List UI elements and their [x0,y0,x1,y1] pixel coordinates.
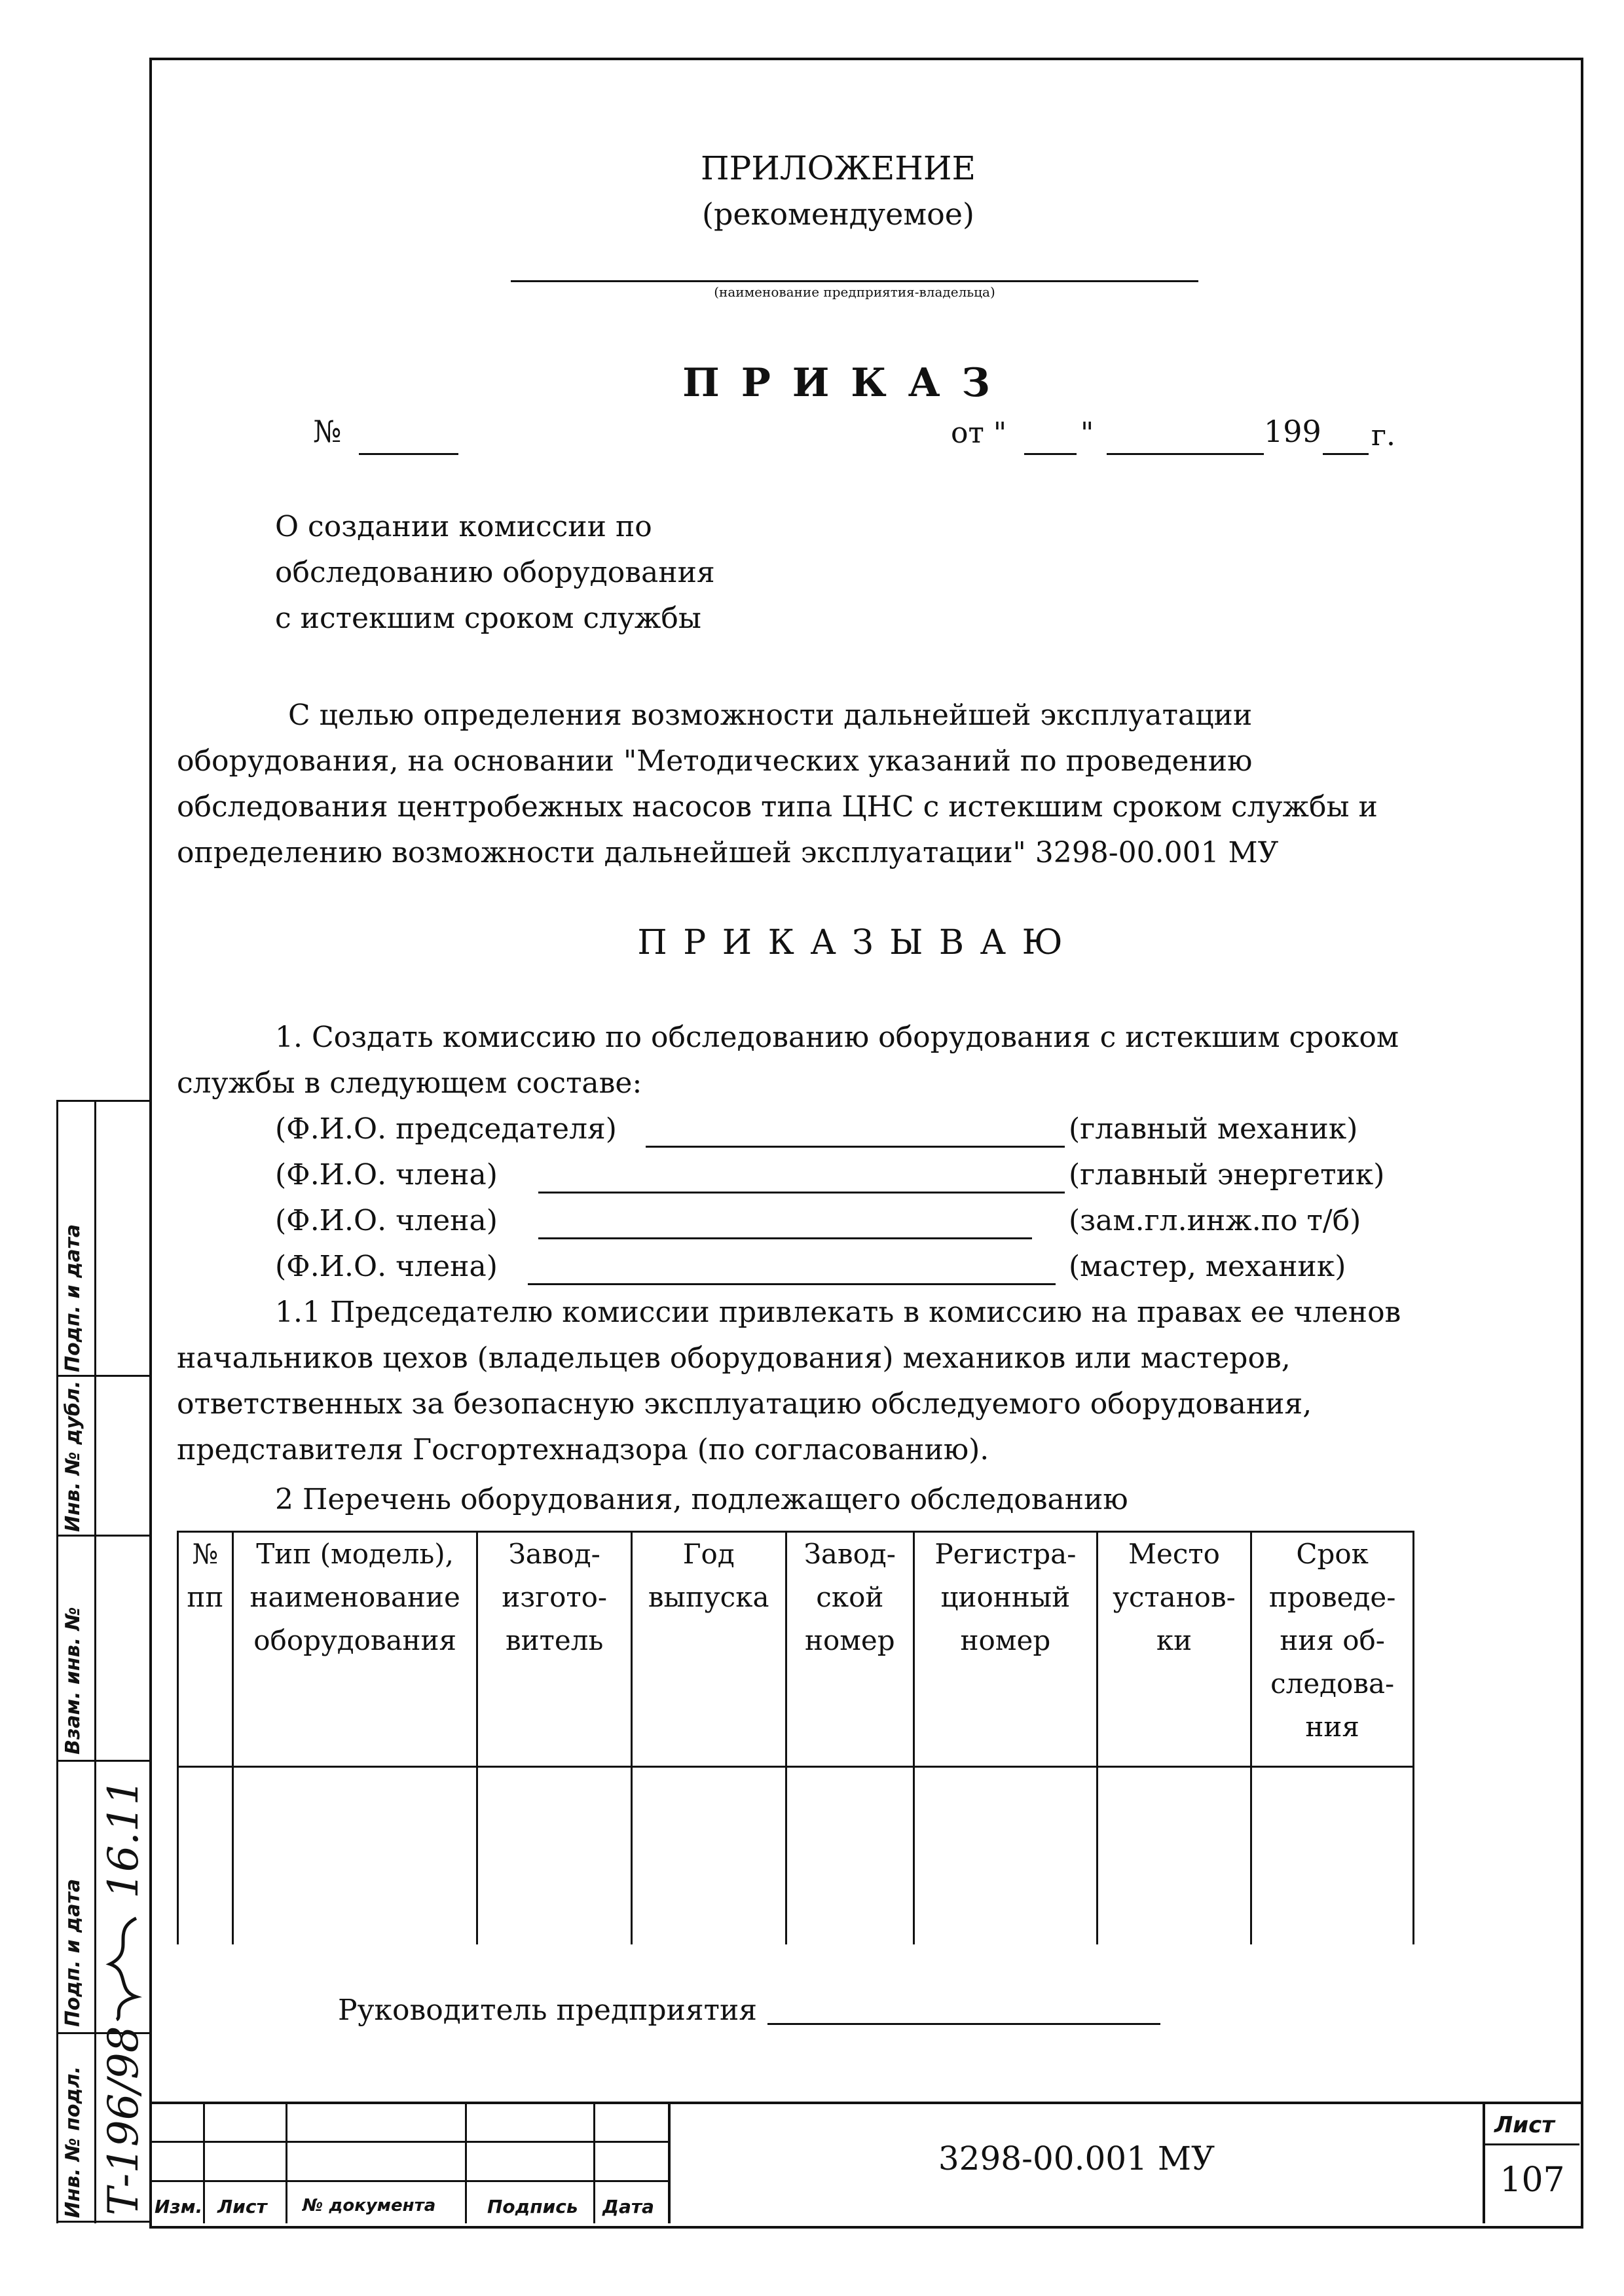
item-1-1-line: представителя Госгортехнадзора (по согласованию). [177,1433,989,1467]
title-block-row-line [1483,2143,1579,2145]
order-number-line [359,453,458,455]
owner-name-line [511,280,1198,282]
signature-line [767,2023,1160,2025]
equipment-table [177,1531,1414,1944]
subject-line: с истекшим сроком службы [275,602,701,635]
date-year-line [1323,453,1369,455]
side-label-replace-inv: Взам. инв. № [62,1607,84,1755]
order-title: П Р И К А З [682,360,994,406]
member-role: (зам.гл.инж.по т/б) [1069,1204,1361,1237]
header-cell: Завод- ской номер [786,1532,914,1767]
order-number-label: № [313,414,342,449]
side-label-sign-date: Подп. и дата [62,1224,84,1372]
date-quote-close: " [1080,416,1094,450]
side-stamp-row-line [56,2221,149,2223]
title-block-top-border [149,2102,1581,2104]
member-line [528,1283,1056,1285]
side-stamp-border [56,1100,58,2223]
subject-line: обследованию оборудования [275,556,715,589]
table-cell [914,1767,1098,1945]
item-1-1-line: ответственных за безопасную эксплуатацию обследуемого оборудования, [177,1387,1312,1421]
member-role: (главный энергетик) [1069,1158,1385,1192]
member-role: (мастер, механик) [1069,1250,1346,1283]
item-1-line: 1. Создать комиссию по обследованию оборудования с истекшим сроком [275,1021,1399,1054]
header-cell: Завод- изгото- витель [477,1532,631,1767]
title-block-col-line [593,2102,595,2223]
header-cell: Год выпуска [631,1532,786,1767]
title-block-col-line [286,2102,287,2223]
stamp-col-label: Изм. [155,2196,203,2217]
preamble-line: определению возможности дальнейшей эксплуатации" 3298-00.001 МУ [177,836,1279,869]
header-cell: Срок проведе- ния об- следова- ния [1251,1532,1414,1767]
title-block-col-line [465,2102,467,2223]
appendix-heading: ПРИЛОЖЕНИЕ [701,149,976,187]
date-day-line [1024,453,1077,455]
side-stamp-row-line [56,1535,149,1537]
stamp-col-label: Подпись [487,2196,578,2217]
member-line [646,1146,1065,1148]
owner-caption: (наименование предприятия-владельца) [714,284,995,300]
side-stamp-row-line [56,1375,149,1377]
preamble-line: С целью определения возможности дальнейшей эксплуатации [288,699,1253,732]
member-name: (Ф.И.О. председателя) [275,1112,617,1146]
table-row [178,1767,1414,1945]
order-subject [275,504,715,642]
table-cell [1251,1767,1414,1945]
preamble-line: обследования центробежных насосов типа ЦНС с истекшим сроком службы и [177,790,1378,824]
handwritten-inv-number: Т-196/98 [100,2026,148,2215]
handwritten-date: 16.11 [100,1778,148,1899]
header-cell: № пп [178,1532,233,1767]
preamble-line: оборудования, на основании "Методических указаний по проведению [177,744,1253,778]
side-stamp-row-line [56,1100,149,1102]
title-block-row-line [149,2141,668,2143]
date-month-line [1107,453,1264,455]
member-name: (Ф.И.О. члена) [275,1250,498,1283]
table-cell [477,1767,631,1945]
member-name: (Ф.И.О. члена) [275,1158,498,1192]
item-1-1-line: начальников цехов (владельцев оборудования) механиков или мастеров, [177,1341,1291,1375]
order-word: П Р И К А З Ы В А Ю [637,923,1065,962]
item-1-1-line: 1.1 Председателю комиссии привлекать в комиссию на правах ее членов [275,1296,1401,1329]
date-year-label: 199 [1264,414,1321,449]
side-stamp-row-line [56,1760,149,1762]
table-cell [1097,1767,1251,1945]
preamble [177,693,1408,876]
item-1 [177,1015,1408,1106]
signature-label: Руководитель предприятия [338,1994,758,2027]
table-header-row [178,1532,1414,1767]
sheet-number: 107 [1500,2160,1565,2200]
item-1-line: службы в следующем составе: [177,1066,642,1100]
header-cell: Место установ- ки [1097,1532,1251,1767]
stamp-col-label: Лист [217,2196,267,2217]
member-name: (Ф.И.О. члена) [275,1204,498,1237]
date-year-suffix: г. [1371,419,1396,452]
recommended-note: (рекомендуемое) [702,196,974,232]
doc-code: 3298-00.001 МУ [938,2140,1215,2178]
handwritten-signature [97,1912,147,2023]
header-cell: Регистра- ционный номер [914,1532,1098,1767]
side-label-sign-date: Подп. и дата [62,1878,84,2027]
header-cell: Тип (модель), наименование оборудования [232,1532,477,1767]
stamp-col-label: Дата [602,2196,654,2217]
sheet-label: Лист [1494,2112,1555,2138]
stamp-col-label: № документа [303,2196,436,2215]
item-1-1 [177,1290,1421,1473]
table-cell [178,1767,233,1945]
side-stamp-col-line [94,1100,96,2223]
member-role: (главный механик) [1069,1112,1358,1146]
table-cell [232,1767,477,1945]
table-cell [631,1767,786,1945]
date-from-label: от " [951,416,1007,450]
item-2: 2 Перечень оборудования, подлежащего обследованию [275,1483,1128,1516]
member-line [538,1237,1032,1239]
table-cell [786,1767,914,1945]
title-block-col-line [203,2102,205,2223]
side-label-inv-dup: Инв. № дубл. [62,1380,84,1532]
side-label-inv-orig: Инв. № подл. [62,2066,84,2218]
title-block-row-line [149,2180,668,2182]
subject-line: О создании комиссии по [275,510,652,543]
member-line [538,1192,1065,1194]
